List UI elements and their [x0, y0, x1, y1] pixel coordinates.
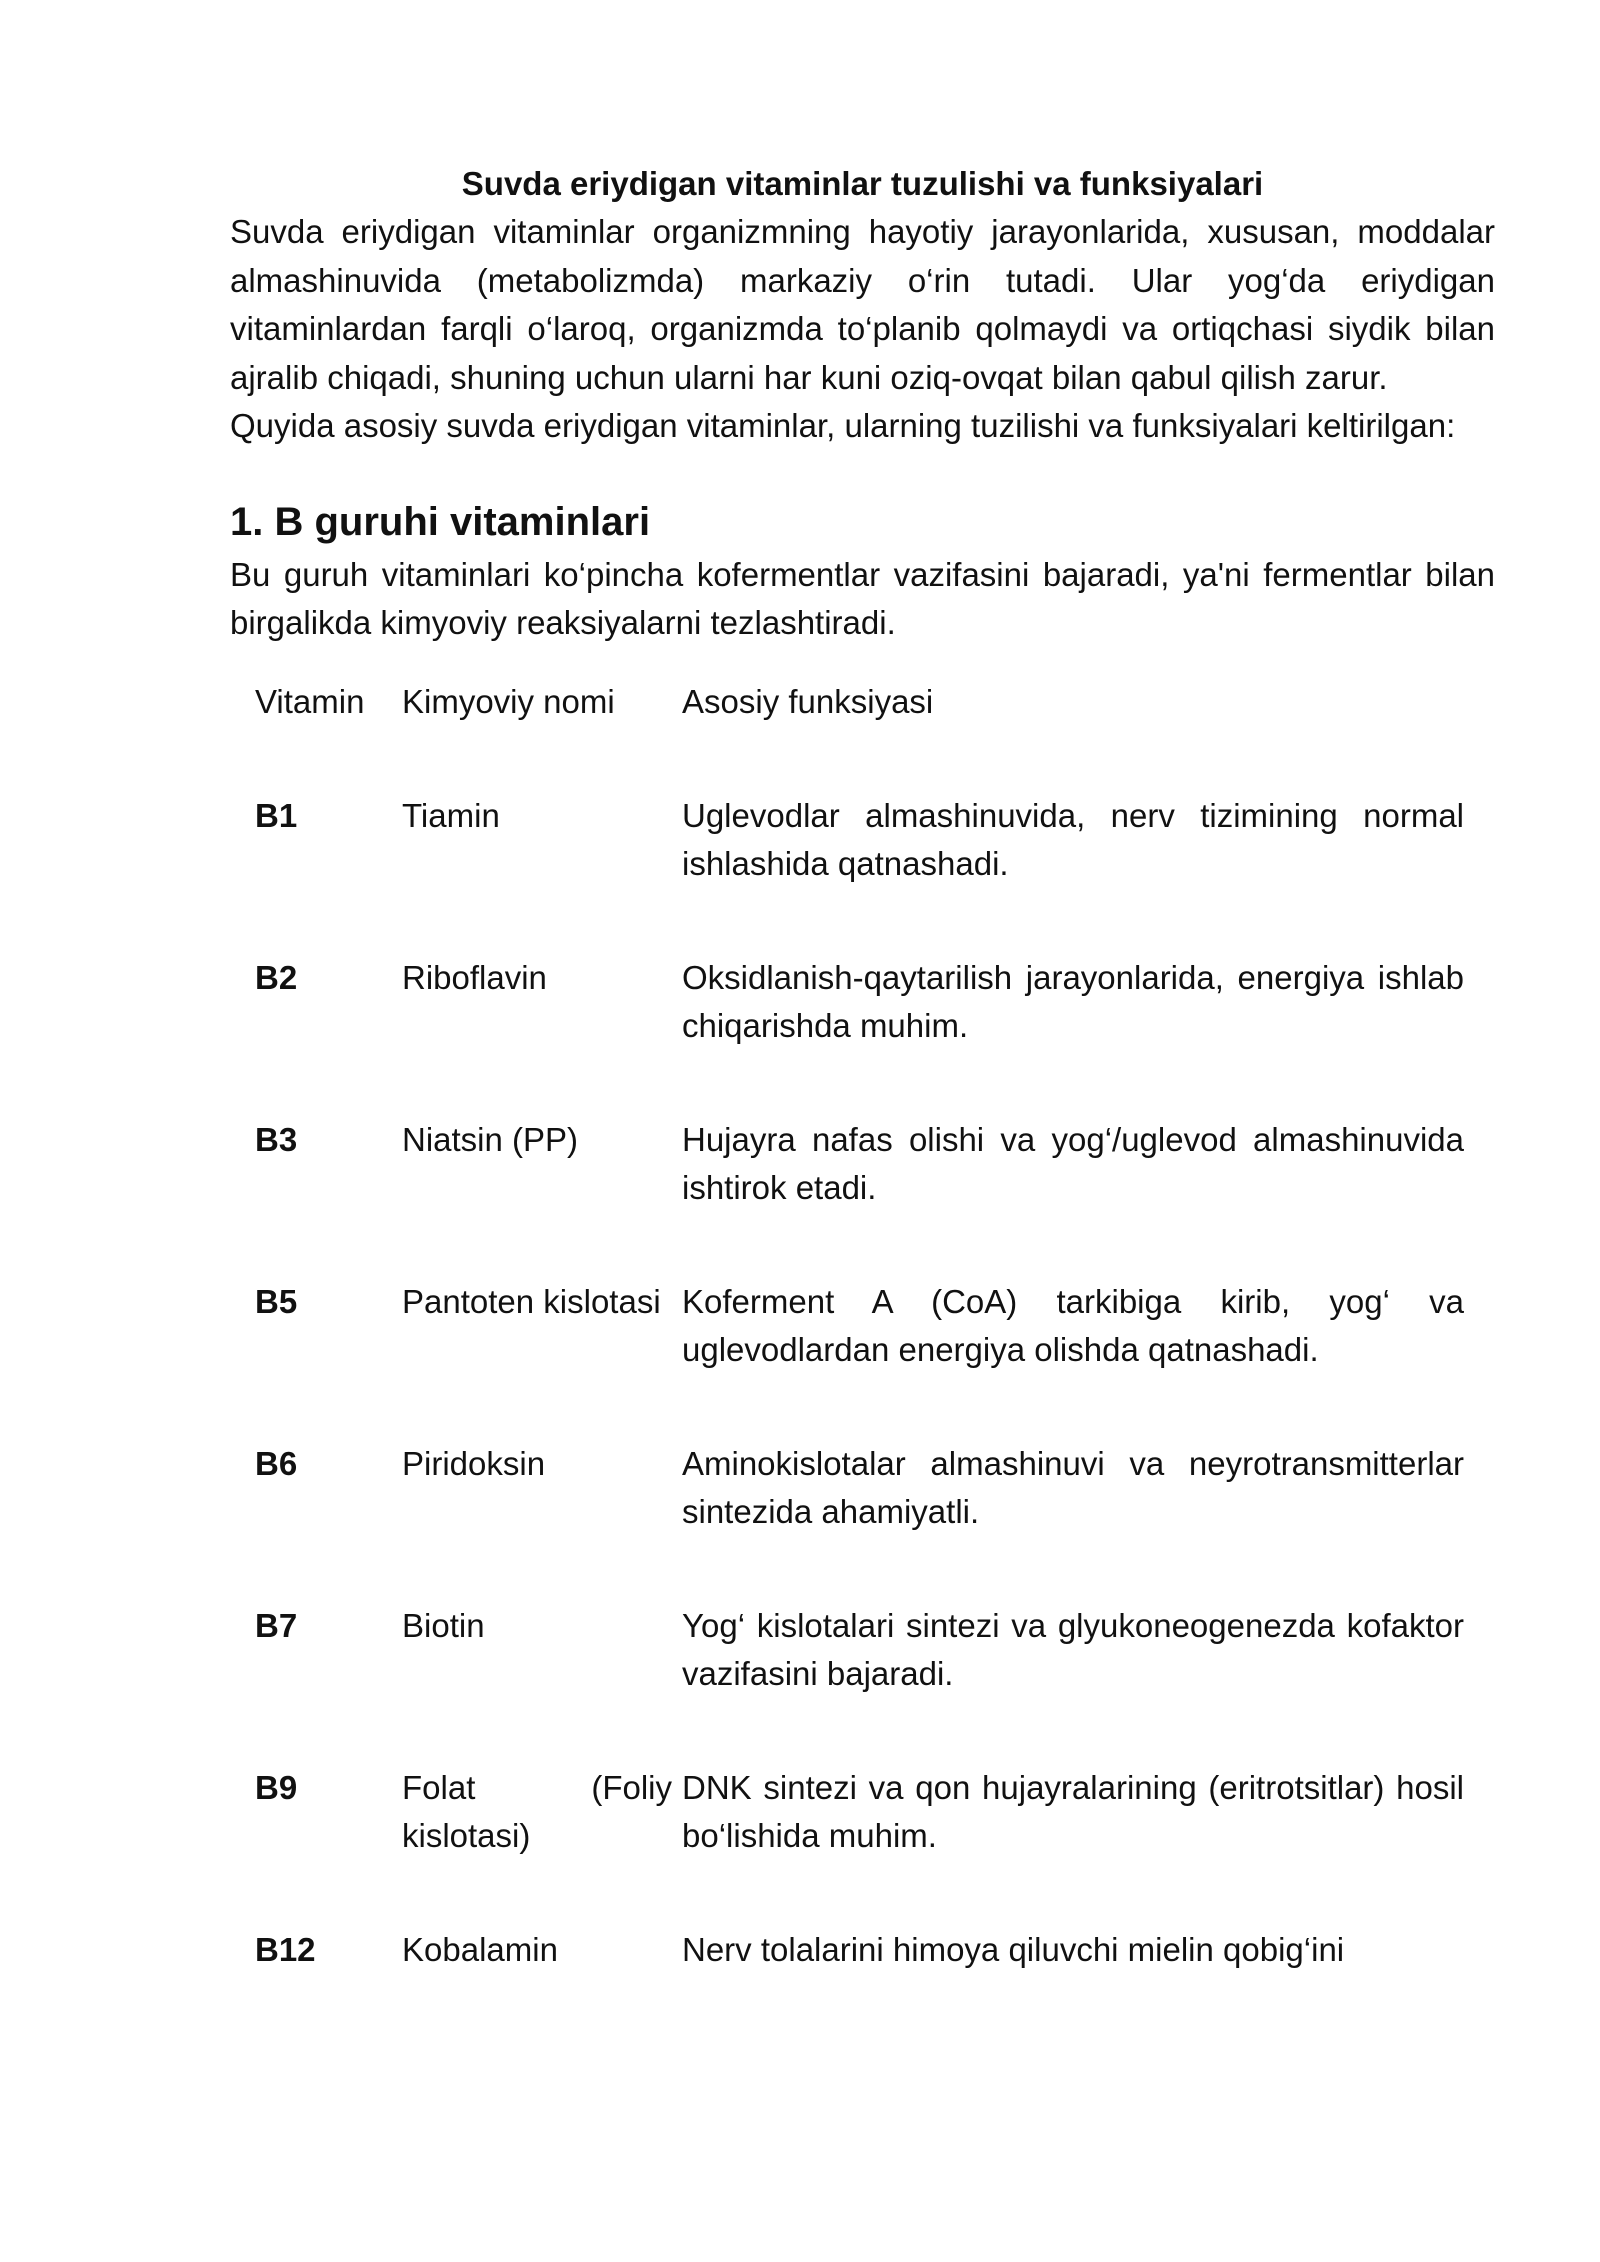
table-row	[230, 1278, 1495, 1440]
cell-vitamin: B3	[255, 1120, 298, 1158]
cell-chemical-name: Riboflavin	[402, 958, 547, 996]
table-row	[230, 792, 1495, 954]
table-row	[230, 954, 1495, 1116]
cell-function: Nerv tolalarini himoya qiluvchi mielin qobig‘ini	[682, 1930, 1345, 1968]
cell-vitamin: B2	[255, 958, 298, 996]
header-vitamin: Vitamin	[255, 682, 365, 720]
cell-vitamin: B7	[255, 1606, 298, 1644]
cell-vitamin: B12	[255, 1930, 316, 1968]
cell-function: Oksidlanish-qaytarilish jarayonlarida, energiya ishlab chiqarishda muhim.	[682, 958, 1464, 1044]
table-row	[230, 1440, 1495, 1602]
table-header-row	[230, 678, 1495, 792]
cell-function: Hujayra nafas olishi va yog‘/uglevod almashinuvida ishtirok etadi.	[682, 1120, 1464, 1206]
cell-vitamin: B1	[255, 796, 298, 834]
cell-chemical-name: Tiamin	[402, 796, 500, 834]
table-row	[230, 1602, 1495, 1764]
section-description: Bu guruh vitaminlari ko‘pincha kofermentlar vazifasini bajaradi, ya'ni fermentlar bilan birgalikda kimyoviy reaksiyalarni tezlashtiradi.	[230, 555, 1495, 641]
cell-function: Aminokislotalar almashinuvi va neyrotransmitterlar sintezida ahamiyatli.	[682, 1444, 1464, 1530]
cell-chemical-name: Niatsin (PP)	[402, 1120, 579, 1158]
cell-chemical-name: Biotin	[402, 1606, 485, 1644]
document-title: Suvda eriydigan vitaminlar tuzulishi va funksiyalari	[461, 165, 1264, 202]
cell-chemical-name: Pantoten kislotasi	[402, 1282, 661, 1320]
cell-function: Yog‘ kislotalari sintezi va glyukoneogenezda kofaktor vazifasini bajaradi.	[682, 1606, 1464, 1692]
header-main-function: Asosiy funksiyasi	[682, 682, 934, 720]
document-page	[230, 160, 1495, 2088]
cell-vitamin: B5	[255, 1282, 298, 1320]
cell-chemical-name: Kobalamin	[402, 1930, 558, 1968]
cell-vitamin: B9	[255, 1768, 298, 1806]
table-row	[230, 1764, 1495, 1926]
cell-function: Uglevodlar almashinuvida, nerv tizimining normal ishlashida qatnashadi.	[682, 796, 1464, 882]
header-chemical-name: Kimyoviy nomi	[402, 682, 615, 720]
section-heading: 1. B guruhi vitaminlari	[230, 499, 651, 544]
table-row	[230, 1926, 1495, 2088]
cell-chemical-name: Folat (Foliy kislotasi)	[402, 1768, 672, 1854]
table-row	[230, 1116, 1495, 1278]
vitamin-table	[230, 678, 1495, 2088]
cell-vitamin: B6	[255, 1444, 298, 1482]
cell-function: DNK sintezi va qon hujayralarining (eritrotsitlar) hosil bo‘lishida muhim.	[682, 1768, 1464, 1854]
cell-function: Koferment A (CoA) tarkibiga kirib, yog‘ va uglevodlardan energiya olishda qatnashadi.	[682, 1282, 1464, 1368]
intro-paragraph-2: Quyida asosiy suvda eriydigan vitaminlar, ularning tuzilishi va funksiyalari keltirilgan:	[230, 407, 1456, 444]
intro-paragraph-1: Suvda eriydigan vitaminlar organizmning hayotiy jarayonlarida, xususan, moddalar almashinuvida (metabolizmda) markaziy o‘rin tutadi. Ular yog‘da eriydigan vitaminlardan farqli o‘laroq, organizmda to‘planib qolmaydi va ortiqchasi siydik bilan ajralib chiqadi, shuning uchun ularni har kuni oziq-ovqat bilan qabul qilish zarur.	[230, 213, 1495, 396]
cell-chemical-name: Piridoksin	[402, 1444, 546, 1482]
